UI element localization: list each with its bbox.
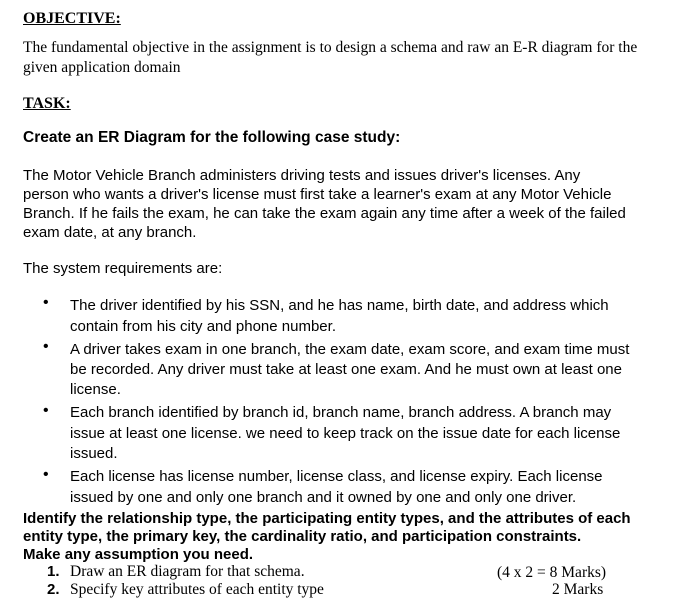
- bullet-3-line-2: issue at least one license. we need to keep track on the issue date for each license: [70, 425, 621, 442]
- item-2-text: Specify key attributes of each entity type: [70, 581, 324, 598]
- case-paragraph-line-4: exam date, at any branch.: [23, 224, 197, 241]
- identify-line-1: Identify the relationship type, the participating entity types, and the attributes of each: [23, 510, 631, 527]
- item-1-number: 1.: [47, 563, 60, 580]
- bullet-icon: •: [43, 402, 49, 419]
- item-1-text: Draw an ER diagram for that schema.: [70, 563, 305, 580]
- objective-heading: OBJECTIVE:: [23, 10, 121, 27]
- bullet-icon: •: [43, 338, 49, 355]
- bullet-2-line-1: A driver takes exam in one branch, the exam date, exam score, and exam time must: [70, 341, 630, 358]
- bullet-icon: •: [43, 466, 49, 483]
- objective-text-line-2: given application domain: [23, 59, 181, 76]
- task-heading: TASK:: [23, 95, 71, 112]
- objective-text-line-1: The fundamental objective in the assignment is to design a schema and raw an E-R diagram for the: [23, 39, 638, 56]
- bullet-2-line-2: be recorded. Any driver must take at least one exam. And he must own at least one: [70, 361, 622, 378]
- bullet-4-line-1: Each license has license number, license class, and license expiry. Each license: [70, 468, 603, 485]
- case-paragraph-line-3: Branch. If he fails the exam, he can take the exam again any time after a week of the failed: [23, 205, 626, 222]
- item-2-marks: 2 Marks: [552, 581, 604, 598]
- bullet-2-line-3: license.: [70, 381, 121, 398]
- bullet-1-line-1: The driver identified by his SSN, and he has name, birth date, and address which: [70, 297, 609, 314]
- identify-line-2: entity type, the primary key, the cardinality ratio, and participation constraints.: [23, 528, 582, 545]
- item-2-number: 2.: [47, 581, 60, 598]
- bullet-icon: •: [43, 294, 49, 311]
- case-study-heading: Create an ER Diagram for the following case study:: [23, 129, 401, 146]
- bullet-3-line-3: issued.: [70, 445, 118, 462]
- requirements-intro: The system requirements are:: [23, 260, 223, 277]
- case-paragraph-line-1: The Motor Vehicle Branch administers driving tests and issues driver's licenses. Any: [23, 167, 581, 184]
- item-1-marks: (4 x 2 = 8 Marks): [497, 564, 607, 581]
- bullet-4-line-2: issued by one and only one branch and it owned by one and only one driver.: [70, 489, 577, 506]
- case-paragraph-line-2: person who wants a driver's license must first take a learner's exam at any Motor Vehicle: [23, 186, 612, 203]
- bullet-3-line-1: Each branch identified by branch id, branch name, branch address. A branch may: [70, 404, 612, 421]
- bullet-1-line-2: contain from his city and phone number.: [70, 318, 336, 335]
- identify-line-3: Make any assumption you need.: [23, 546, 254, 563]
